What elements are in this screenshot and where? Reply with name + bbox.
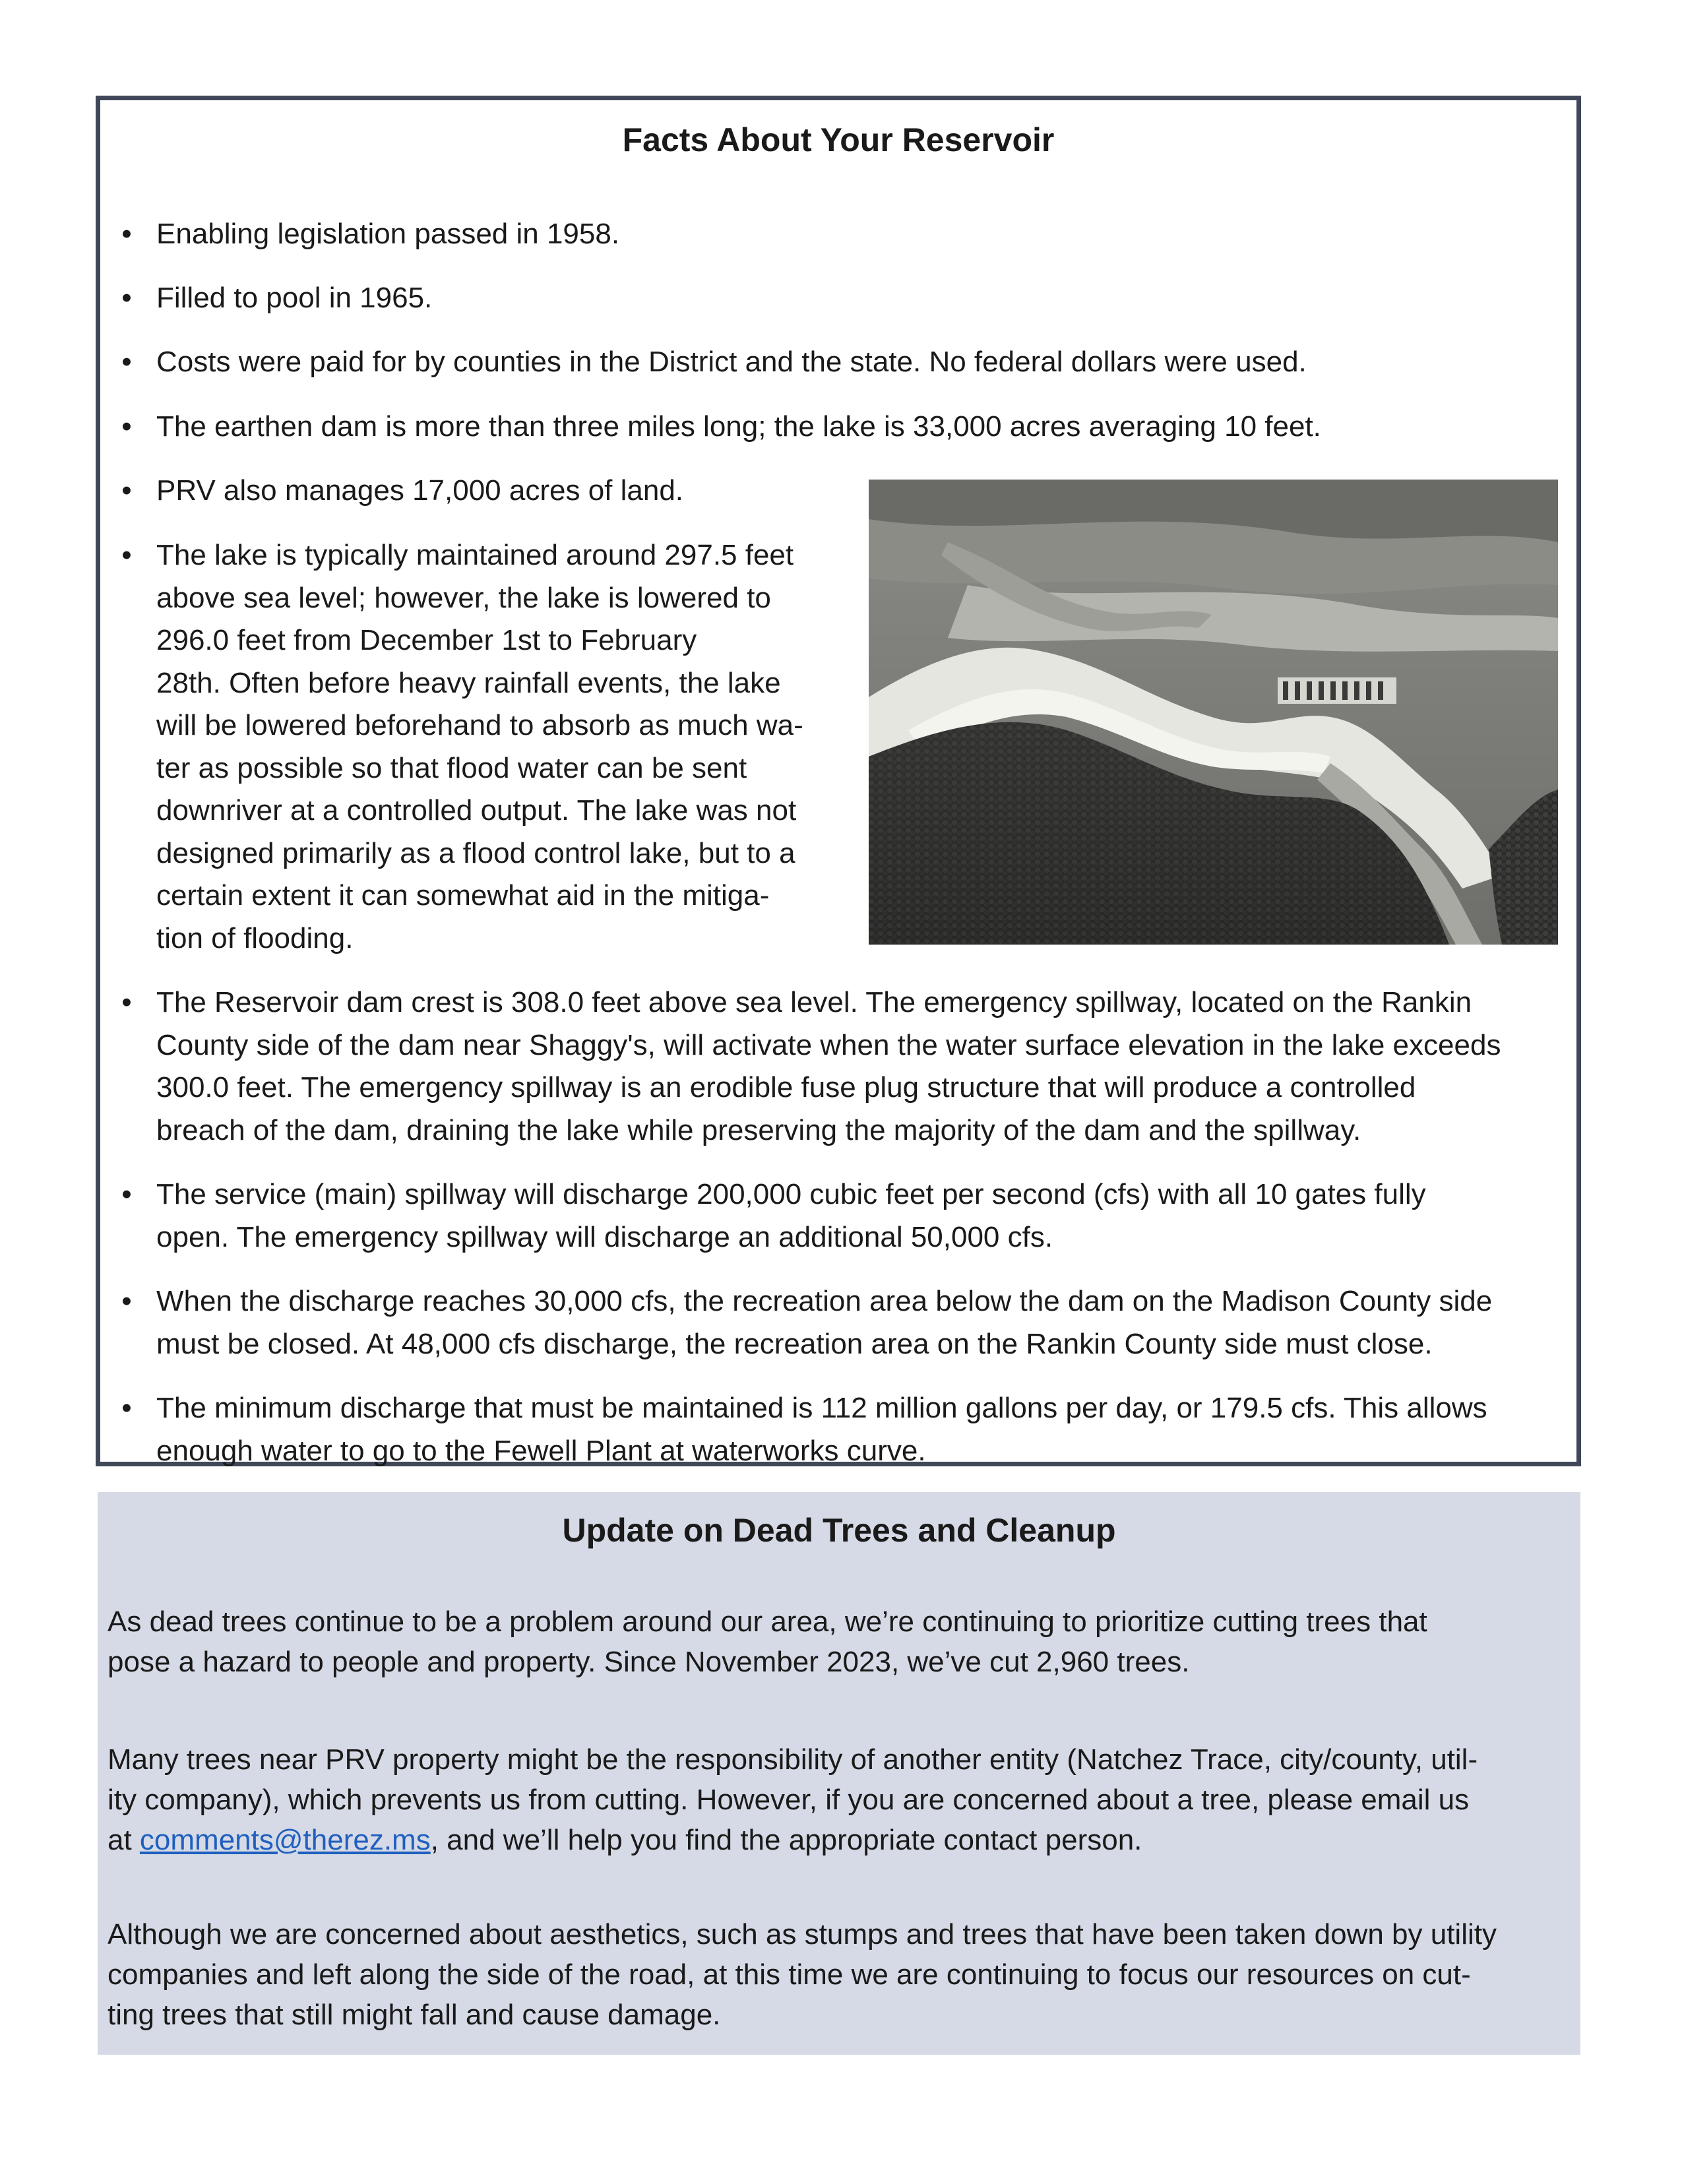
- fact-bullet-item: [121, 277, 433, 320]
- text-line: County side of the dam near Shaggy's, will activate when the water surface elevation in the lake exceeds: [156, 1028, 1501, 1061]
- fact-bullet-item: [121, 982, 1501, 1152]
- text-line: Enabling legislation passed in 1958.: [156, 218, 620, 250]
- facts-section: [96, 96, 1581, 1466]
- text-line: tion of flooding.: [156, 921, 354, 954]
- bullet-dot: •: [121, 282, 132, 314]
- text-line: 296.0 feet from December 1st to February: [156, 624, 697, 656]
- fact-bullet-item: [121, 213, 620, 256]
- update-section: [98, 1492, 1580, 2055]
- bullet-dot: •: [121, 1178, 132, 1210]
- bullet-dot: •: [121, 1285, 132, 1317]
- fact-bullet-item: [121, 470, 684, 513]
- text-line: 28th. Often before heavy rainfall events, the lake: [156, 666, 781, 699]
- text-line: will be lowered beforehand to absorb as much wa-: [156, 709, 803, 741]
- text-line: above sea level; however, the lake is lowered to: [156, 581, 771, 614]
- text-line: 300.0 feet. The emergency spillway is an erodible fuse plug structure that will produce a controlled: [156, 1071, 1416, 1104]
- text-line: ter as possible so that flood water can be sent: [156, 751, 747, 784]
- fact-bullet-item: [121, 534, 803, 960]
- fact-bullet-item: [121, 1280, 1493, 1365]
- text-line: [108, 1820, 1565, 1860]
- text-line: ting trees that still might fall and cause damage.: [108, 1999, 721, 2031]
- text-line: PRV also manages 17,000 acres of land.: [156, 474, 684, 507]
- bullet-dot: •: [121, 410, 132, 443]
- text-line: The minimum discharge that must be maintained is 112 million gallons per day, or 179.5 cfs. This allows: [156, 1392, 1487, 1424]
- fact-bullet-item: [121, 341, 1307, 384]
- bullet-dot: •: [121, 346, 132, 378]
- email-link[interactable]: comments@therez.ms: [139, 1824, 431, 1856]
- text-line: As dead trees continue to be a problem around our area, we’re continuing to prioritize cutting trees that: [108, 1606, 1427, 1638]
- text-line: Filled to pool in 1965.: [156, 282, 433, 314]
- text-line: The lake is typically maintained around 297.5 feet: [156, 539, 794, 571]
- bullet-dot: •: [121, 474, 132, 507]
- update-paragraph-1: [108, 1602, 1565, 1682]
- text-line: ity company), which prevents us from cutting. However, if you are concerned about a tree, please email us: [108, 1784, 1470, 1816]
- text-line: Costs were paid for by counties in the District and the state. No federal dollars were used.: [156, 346, 1307, 378]
- text-line: downriver at a controlled output. The lake was not: [156, 794, 797, 827]
- dam-aerial-photo: [869, 480, 1558, 945]
- fact-bullet-item: [121, 406, 1321, 449]
- text-line: pose a hazard to people and property. Since November 2023, we’ve cut 2,960 trees.: [108, 1646, 1190, 1678]
- text-line: When the discharge reaches 30,000 cfs, the recreation area below the dam on the Madison County side: [156, 1285, 1493, 1317]
- text-line: certain extent it can somewhat aid in the mitiga-: [156, 879, 770, 912]
- text-fragment: at: [108, 1824, 140, 1856]
- facts-title: Facts About Your Reservoir: [622, 121, 1055, 158]
- text-line: open. The emergency spillway will discharge an additional 50,000 cfs.: [156, 1220, 1053, 1253]
- text-fragment: , and we’ll help you find the appropriate contact person.: [430, 1824, 1142, 1856]
- text-line: enough water to go to the Fewell Plant at waterworks curve.: [156, 1434, 926, 1467]
- fact-bullet-item: [121, 1173, 1426, 1259]
- text-line: designed primarily as a flood control lake, but to a: [156, 836, 795, 869]
- text-line: The Reservoir dam crest is 308.0 feet above sea level. The emergency spillway, located on the Rankin: [156, 986, 1472, 1018]
- update-paragraph-3: [108, 1914, 1565, 2035]
- text-line: companies and left along the side of the road, at this time we are continuing to focus our resources on cut-: [108, 1958, 1471, 1991]
- fact-bullet-item: [121, 1387, 1487, 1472]
- text-line: Many trees near PRV property might be the responsibility of another entity (Natchez Trace, city/county, util-: [108, 1743, 1478, 1776]
- bullet-dot: •: [121, 1392, 132, 1424]
- text-line: Although we are concerned about aesthetics, such as stumps and trees that have been taken down by utility: [108, 1918, 1497, 1950]
- text-line: breach of the dam, draining the lake while preserving the majority of the dam and the spillway.: [156, 1113, 1361, 1146]
- text-line: must be closed. At 48,000 cfs discharge, the recreation area on the Rankin County side must close.: [156, 1327, 1433, 1360]
- bullet-dot: •: [121, 218, 132, 250]
- update-paragraph-2: [108, 1739, 1565, 1860]
- bullet-dot: •: [121, 986, 132, 1018]
- update-title: Update on Dead Trees and Cleanup: [562, 1512, 1116, 1549]
- bullet-dot: •: [121, 539, 132, 571]
- text-line: The earthen dam is more than three miles long; the lake is 33,000 acres averaging 10 feet.: [156, 410, 1321, 443]
- text-line: The service (main) spillway will discharge 200,000 cubic feet per second (cfs) with all 10 gates fully: [156, 1178, 1426, 1210]
